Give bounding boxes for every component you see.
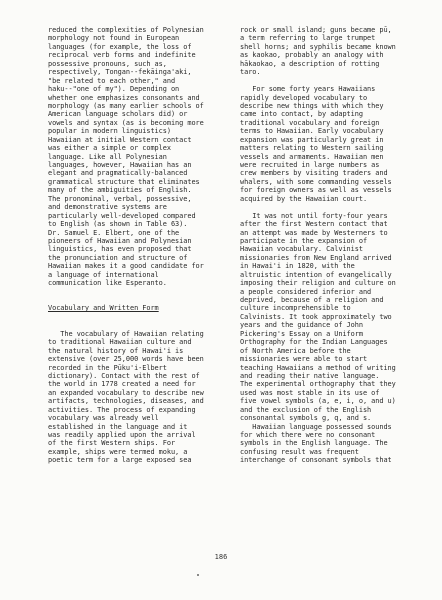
right-column-line: Pickering's Essay on a Uniform xyxy=(240,329,363,338)
right-column-line: Calvinists. It took approximately two xyxy=(240,312,392,321)
right-column-line: matters relating to Western sailing xyxy=(240,144,384,153)
right-column-line: culture incomprehensible to xyxy=(240,304,351,313)
right-column-line: Orthography for the Indian Languages xyxy=(240,338,388,347)
left-column-line: an expanded vocabulary to describe new xyxy=(48,388,204,397)
left-column-line: morphology (as many earlier schools of xyxy=(48,101,204,110)
right-column-line: expansion was particularly great in xyxy=(240,135,384,144)
right-text-column xyxy=(240,26,424,465)
left-column-line: languages (for example, the loss of xyxy=(48,42,192,51)
left-column-line: whether one emphasizes consonants and xyxy=(48,93,200,102)
left-column-line: example, ships were termed moku, a xyxy=(48,447,188,456)
right-column-line: years and the guidance of John xyxy=(240,321,363,330)
left-column-line: grammatical structure that eliminates xyxy=(48,177,200,186)
left-column-line: the world in 1778 created a need for xyxy=(48,380,196,389)
right-column-line: terms to Hawaiian. Early vocabulary xyxy=(240,127,384,136)
left-column-line: the pronunciation and structure of xyxy=(48,253,188,262)
right-column-line: consonantal symbols g, q, and s. xyxy=(240,414,372,423)
left-column-line: artifacts, technologies, diseases, and xyxy=(48,397,204,406)
left-column-line: languages, however, Hawaiian has an xyxy=(48,161,192,169)
left-column-line: pioneers of Hawaiian and Polynesian xyxy=(48,236,192,245)
right-column-line: participate in the expansion of xyxy=(240,236,368,245)
right-column-line: Hawaiian language possessed sounds xyxy=(240,422,392,431)
left-column-line: and demonstrative systems are xyxy=(48,203,167,212)
right-column-line: shell horns; and syphilis became known xyxy=(240,42,396,51)
right-column-line: crew members by visiting traders and xyxy=(240,169,388,178)
left-column-line: recorded in the Pūku'i-Elbert xyxy=(48,363,167,372)
left-column-line: reciprocal verb forms and indefinite xyxy=(48,51,196,60)
left-column-line: elegant and pragmatically-balanced xyxy=(48,169,188,178)
left-column-line: reduced the complexities of Polynesian xyxy=(48,26,204,34)
right-column-line: an attempt was made by Westerners to xyxy=(240,228,388,237)
left-column-line: a language of international xyxy=(48,270,159,279)
left-column-line: American language scholars did) or xyxy=(48,110,188,119)
right-column-line: taro. xyxy=(240,68,261,77)
scan-speck xyxy=(197,574,199,576)
left-column-line: "be related to each other," and xyxy=(48,76,176,85)
left-column-line: Hawaiian at initial Western contact xyxy=(48,135,192,144)
right-column-line: used was most stable in its use of xyxy=(240,388,380,397)
right-column-line: confusing result was frequent xyxy=(240,447,359,456)
right-column-line: vessels and armaments. Hawaiian men xyxy=(240,152,384,161)
left-column-line: particularly well-developed compared xyxy=(48,211,196,220)
left-column-line: popular in modern linguistics) xyxy=(48,127,171,136)
right-column-line: describe new things with which they xyxy=(240,101,384,110)
right-column-line: imposing their religion and culture on xyxy=(240,279,396,288)
right-column-line: for which there were no consonant xyxy=(240,431,376,439)
right-column-line: deprived, because of a religion and xyxy=(240,296,384,304)
left-column-line xyxy=(48,288,228,296)
left-column-line: dictionary). Contact with the rest of xyxy=(48,371,200,380)
right-column-line: a term referring to large trumpet xyxy=(240,34,376,43)
page-number: 186 xyxy=(214,553,228,561)
left-column-line: extensive (over 25,000 words have been xyxy=(48,355,204,364)
left-column-line: linguistics, has even proposed that xyxy=(48,245,192,254)
left-column-line: haku--"one of my"). Depending on xyxy=(48,85,180,94)
left-column-line xyxy=(48,321,228,329)
left-column-line: established in the language and it xyxy=(48,422,188,431)
left-column-line: of the first Western ships. For xyxy=(48,439,176,448)
left-column-line: possessive pronouns, such as, xyxy=(48,59,167,68)
left-column-line: The pronominal, verbal, possessive, xyxy=(48,194,192,203)
left-column-line xyxy=(48,313,228,321)
right-column-line: altruistic intention of evangelically xyxy=(240,270,392,279)
right-column-line: missionaries were able to start xyxy=(240,355,368,364)
right-column-line: for foreign owners as well as vessels xyxy=(240,186,392,195)
left-column-line: poetic term for a large exposed sea xyxy=(48,456,192,465)
right-column-line: and reading their native language. xyxy=(240,371,380,380)
left-column-line: vowels and syntax (as is becoming more xyxy=(48,118,204,127)
left-column-line: to English (as shown in Table 63). xyxy=(48,220,188,229)
left-column-line: Hawaiian makes it a good candidate for xyxy=(48,262,204,271)
right-column-line: as kaokao, probably an analogy with xyxy=(240,51,384,60)
left-column-line: communication like Esperanto. xyxy=(48,279,167,288)
right-column-line: of North America before the xyxy=(240,346,351,355)
right-column-line xyxy=(240,77,424,85)
left-column-line: was readily applied upon the arrival xyxy=(48,431,196,439)
left-column-line: vocabulary was already well xyxy=(48,414,159,423)
left-column-line: Dr. Samuel E. Elbert, one of the xyxy=(48,228,180,237)
right-column-line: acquired by the Hawaiian court. xyxy=(240,194,368,203)
left-column-line: was either a simple or complex xyxy=(48,144,171,153)
right-column-line: interchange of consonant symbols that xyxy=(240,456,392,465)
right-column-line: came into contact, by adapting xyxy=(240,110,363,119)
right-column-line xyxy=(240,203,424,211)
left-column-line: activities. The process of expanding xyxy=(48,405,196,414)
left-column-line: many of the ambiguities of English. xyxy=(48,186,192,195)
left-column-line xyxy=(48,296,228,304)
right-column-line: For some forty years Hawaiians xyxy=(240,85,376,94)
right-column-line: teaching Hawaiians a method of writing xyxy=(240,363,396,372)
right-column-line: The experimental orthography that they xyxy=(240,380,396,389)
right-column-line: symbols in the English language. The xyxy=(240,439,388,448)
right-column-line: a people considered inferior and xyxy=(240,287,372,296)
right-column-line: five vowel symbols (a, e, i, o, and u) xyxy=(240,397,396,406)
right-column-line: hākaokao, a description of rotting xyxy=(240,59,380,68)
left-column-line: Vocabulary and Written Form xyxy=(48,304,159,313)
right-column-line: traditional vocabulary and foreign xyxy=(240,118,380,127)
right-column-line: in Hawai'i in 1820, with the xyxy=(240,262,355,271)
left-column-line: morphology not found in European xyxy=(48,34,180,43)
right-column-line: Hawaiian vocabulary. Calvinist xyxy=(240,245,363,254)
right-column-line: after the first Western contact that xyxy=(240,220,388,229)
right-column-line: were recruited in large numbers as xyxy=(240,161,380,169)
right-column-line: whalers, with some commanding vessels xyxy=(240,177,392,186)
left-column-line: to traditional Hawaiian culture and xyxy=(48,338,192,347)
left-column-line: respectively, Tongan--fekāinga'aki, xyxy=(48,68,192,77)
right-column-line: rapidly developed vocabulary to xyxy=(240,93,368,102)
right-column-line: missionaries from New England arrived xyxy=(240,253,392,262)
left-column-line: The vocabulary of Hawaiian relating xyxy=(48,329,204,338)
right-column-line: It was not until forty-four years xyxy=(240,211,388,220)
left-text-column xyxy=(48,26,228,465)
left-column-line: the natural history of Hawai'i is xyxy=(48,346,184,355)
right-column-line: rock or small island; guns became pū, xyxy=(240,26,392,34)
right-column-line: and the exclusion of the English xyxy=(240,405,372,414)
left-column-line: language. Like all Polynesian xyxy=(48,152,167,161)
